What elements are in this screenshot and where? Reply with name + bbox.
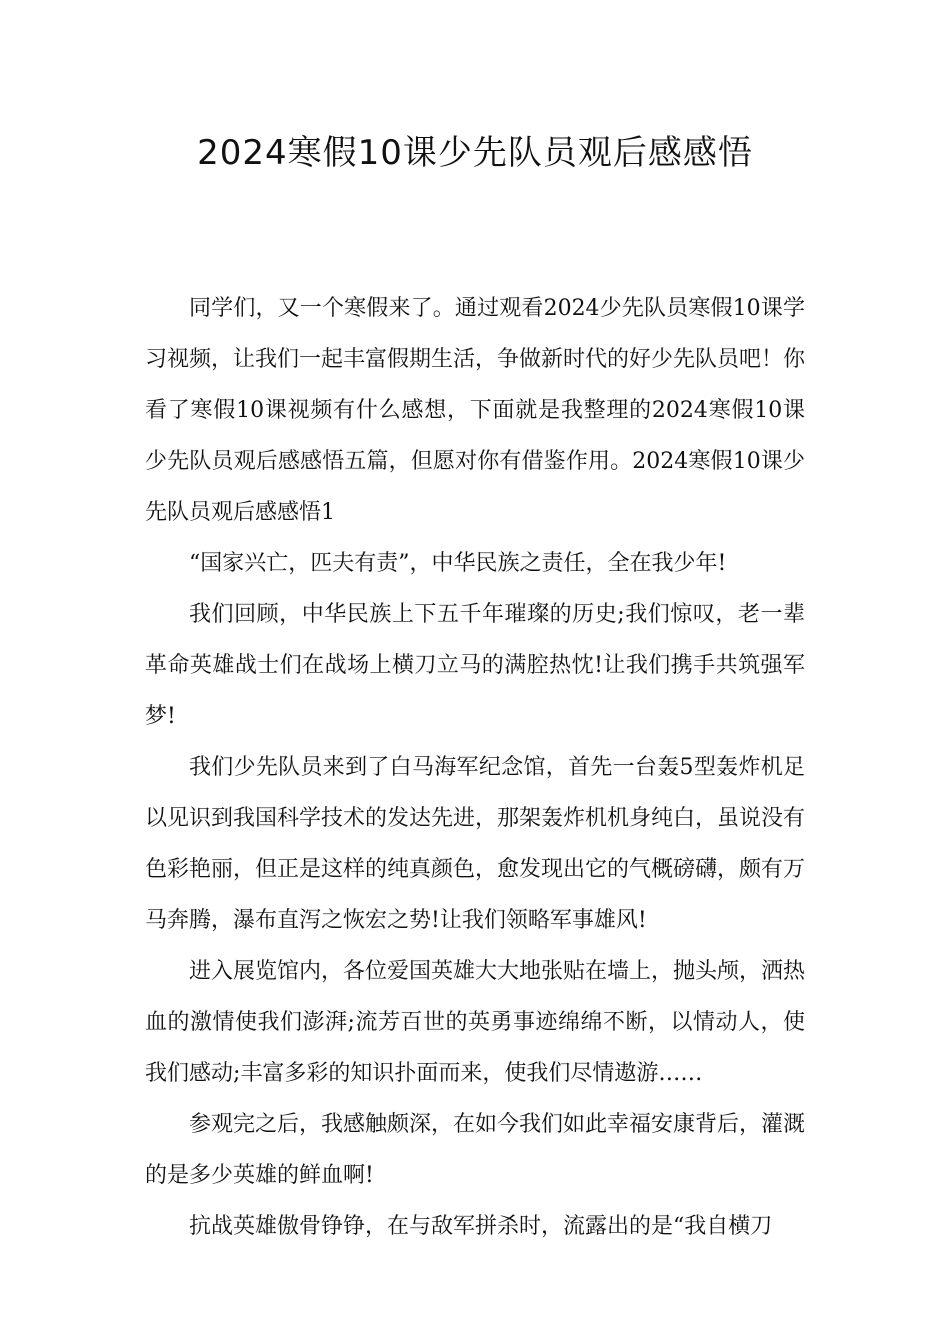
paragraph: 我们少先队员来到了白马海军纪念馆，首先一台轰5型轰炸机足以见识到我国科学技术的发达先进，那架轰炸机机身纯白，虽说没有色彩艳丽，但正是这样的纯真颜色，愈发现出它的气概磅礴，颇有万马奔腾，瀑布直泻之恢宏之势!让我们领略军事雄风! — [145, 755, 806, 933]
document-title: 2024寒假10课少先队员观后感感悟 — [197, 133, 753, 173]
paragraph: 同学们，又一个寒假来了。通过观看2024少先队员寒假10课学习视频，让我们一起丰富假期生活，争做新时代的好少先队员吧！你看了寒假10课视频有什么感想，下面就是我整理的2024寒假10课少先队员观后感感悟五篇，但愿对你有借鉴作用。2024寒假10课少先队员观后感感悟1 — [145, 296, 806, 525]
paragraph: 进入展览馆内，各位爱国英雄大大地张贴在墙上，抛头颅，洒热血的激情使我们澎湃;流芳百世的英勇事迹绵绵不断，以情动人，使我们感动;丰富多彩的知识扑面而来，使我们尽情遨游…… — [145, 959, 806, 1086]
document-body — [145, 283, 805, 1252]
paragraph: 我们回顾，中华民族上下五千年璀璨的历史;我们惊叹，老一辈革命英雄战士们在战场上横刀立马的满腔热忱!让我们携手共筑强军梦! — [145, 602, 805, 729]
paragraph: “国家兴亡，匹夫有责”，中华民族之责任，全在我少年! — [189, 551, 727, 576]
paragraph: 抗战英雄傲骨铮铮，在与敌军拼杀时，流露出的是“我自横刀 — [189, 1214, 773, 1239]
paragraph: 参观完之后，我感触颇深，在如今我们如此幸福安康背后，灌溉的是多少英雄的鲜血啊! — [145, 1112, 806, 1188]
